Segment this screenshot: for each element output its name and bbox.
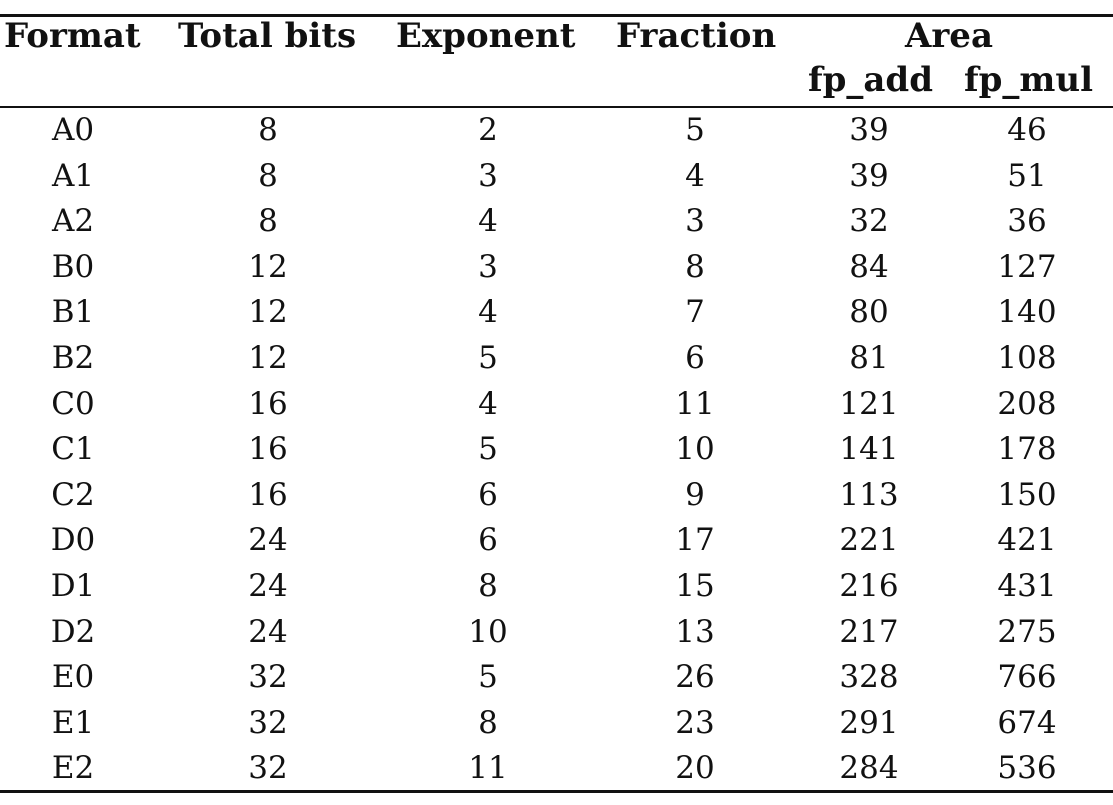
- cell-fraction: 11: [675, 385, 715, 422]
- cell-exponent: 4: [478, 385, 498, 422]
- table-row: [0, 564, 1113, 610]
- table-row: [0, 154, 1113, 200]
- cell-format: E1: [51, 704, 95, 741]
- cell-exponent: 8: [478, 704, 498, 741]
- cell-total-bits: 24: [248, 568, 288, 604]
- cell-format: D1: [50, 568, 96, 604]
- cell-fp-add: 39: [849, 112, 889, 148]
- cell-exponent: 4: [478, 203, 498, 240]
- table-row: [0, 336, 1113, 382]
- cell-fp-mul: 421: [997, 522, 1057, 559]
- cell-total-bits: 12: [248, 294, 288, 331]
- cell-fp-add: 113: [839, 476, 899, 513]
- cell-exponent: 5: [478, 431, 498, 468]
- cell-fp-add: 84: [849, 248, 889, 285]
- cell-format: A1: [51, 157, 95, 194]
- table-row: [0, 655, 1113, 701]
- cell-format: C1: [51, 431, 95, 468]
- cell-fp-mul: 766: [997, 659, 1057, 696]
- cell-fp-add: 291: [839, 704, 899, 741]
- cell-fp-mul: 140: [997, 294, 1057, 331]
- cell-total-bits: 32: [248, 704, 288, 741]
- cell-fraction: 3: [685, 203, 705, 240]
- cell-fp-mul: 150: [997, 476, 1057, 513]
- cell-exponent: 11: [468, 750, 508, 787]
- cell-fp-add: 221: [839, 522, 899, 559]
- table-row: [0, 610, 1113, 656]
- cell-fp-mul: 46: [1007, 112, 1047, 148]
- table-row: [0, 473, 1113, 519]
- cell-format: A0: [51, 112, 95, 148]
- cell-exponent: 5: [478, 659, 498, 696]
- cell-fp-mul: 108: [997, 340, 1057, 376]
- cell-total-bits: 32: [248, 659, 288, 696]
- cell-exponent: 6: [478, 476, 498, 513]
- cell-fp-add: 80: [849, 294, 889, 331]
- cell-total-bits: 8: [258, 157, 278, 194]
- cell-fraction: 7: [685, 294, 705, 331]
- cell-format: D0: [50, 522, 96, 559]
- table-row: [0, 427, 1113, 473]
- cell-fraction: 23: [675, 704, 715, 741]
- cell-total-bits: 16: [248, 476, 288, 513]
- table-row: [0, 199, 1113, 245]
- cell-fraction: 10: [675, 431, 715, 468]
- table-row: [0, 518, 1113, 564]
- cell-fraction: 5: [685, 112, 705, 148]
- table-row: [0, 290, 1113, 336]
- header-total-bits: Total bits: [178, 16, 357, 56]
- table-row: [0, 382, 1113, 428]
- cell-fp-add: 39: [849, 157, 889, 194]
- cell-exponent: 4: [478, 294, 498, 331]
- table-row: [0, 746, 1113, 792]
- cell-total-bits: 24: [248, 522, 288, 559]
- header-format: Format: [4, 16, 141, 56]
- cell-fraction: 15: [675, 568, 715, 604]
- header-fp-add: fp_add: [808, 60, 933, 100]
- cell-fp-mul: 431: [997, 568, 1057, 604]
- cell-format: D2: [50, 613, 96, 650]
- header-area: Area: [905, 16, 993, 56]
- cell-exponent: 10: [468, 613, 508, 650]
- cell-format: E2: [51, 750, 95, 787]
- cell-exponent: 2: [478, 112, 498, 148]
- cell-fraction: 9: [685, 476, 705, 513]
- table-row: [0, 701, 1113, 747]
- cell-fp-add: 216: [839, 568, 899, 604]
- cell-fraction: 26: [675, 659, 715, 696]
- cell-fp-add: 32: [849, 203, 889, 240]
- cell-total-bits: 32: [248, 750, 288, 787]
- cell-total-bits: 12: [248, 340, 288, 376]
- cell-format: C2: [51, 476, 95, 513]
- table-row: [0, 245, 1113, 291]
- header-fp-mul: fp_mul: [964, 60, 1094, 100]
- cell-fp-mul: 536: [997, 750, 1057, 787]
- cell-exponent: 3: [478, 248, 498, 285]
- cell-exponent: 6: [478, 522, 498, 559]
- cell-fp-add: 284: [839, 750, 899, 787]
- cell-format: B1: [51, 294, 95, 331]
- cell-total-bits: 16: [248, 431, 288, 468]
- cell-exponent: 5: [478, 340, 498, 376]
- cell-total-bits: 12: [248, 248, 288, 285]
- cell-fraction: 6: [685, 340, 705, 376]
- cell-fraction: 17: [675, 522, 715, 559]
- cell-total-bits: 8: [258, 203, 278, 240]
- cell-fp-add: 141: [839, 431, 899, 468]
- cell-exponent: 8: [478, 568, 498, 604]
- cell-fp-mul: 208: [997, 385, 1057, 422]
- cell-total-bits: 8: [258, 112, 278, 148]
- cell-format: A2: [51, 203, 95, 240]
- cell-fp-add: 217: [839, 613, 899, 650]
- cell-fraction: 8: [685, 248, 705, 285]
- cell-fp-mul: 275: [997, 613, 1057, 650]
- cell-exponent: 3: [478, 157, 498, 194]
- cell-fp-add: 81: [849, 340, 889, 376]
- cell-fp-mul: 127: [997, 248, 1057, 285]
- cell-fp-mul: 51: [1007, 157, 1047, 194]
- header-exponent: Exponent: [396, 16, 576, 56]
- cell-fp-add: 121: [839, 385, 899, 422]
- cell-fraction: 13: [675, 613, 715, 650]
- header-fraction: Fraction: [616, 16, 777, 56]
- cell-fraction: 4: [685, 157, 705, 194]
- cell-fp-mul: 178: [997, 431, 1057, 468]
- cell-total-bits: 24: [248, 613, 288, 650]
- cell-format: C0: [51, 385, 95, 422]
- cell-fraction: 20: [675, 750, 715, 787]
- cell-fp-add: 328: [839, 659, 899, 696]
- bottom-rule: [0, 790, 1113, 793]
- cell-format: B0: [51, 248, 95, 285]
- table-row: [0, 108, 1113, 154]
- cell-fp-mul: 36: [1007, 203, 1047, 240]
- cell-fp-mul: 674: [997, 704, 1057, 741]
- cell-format: B2: [51, 340, 95, 376]
- cell-format: E0: [51, 659, 95, 696]
- cell-total-bits: 16: [248, 385, 288, 422]
